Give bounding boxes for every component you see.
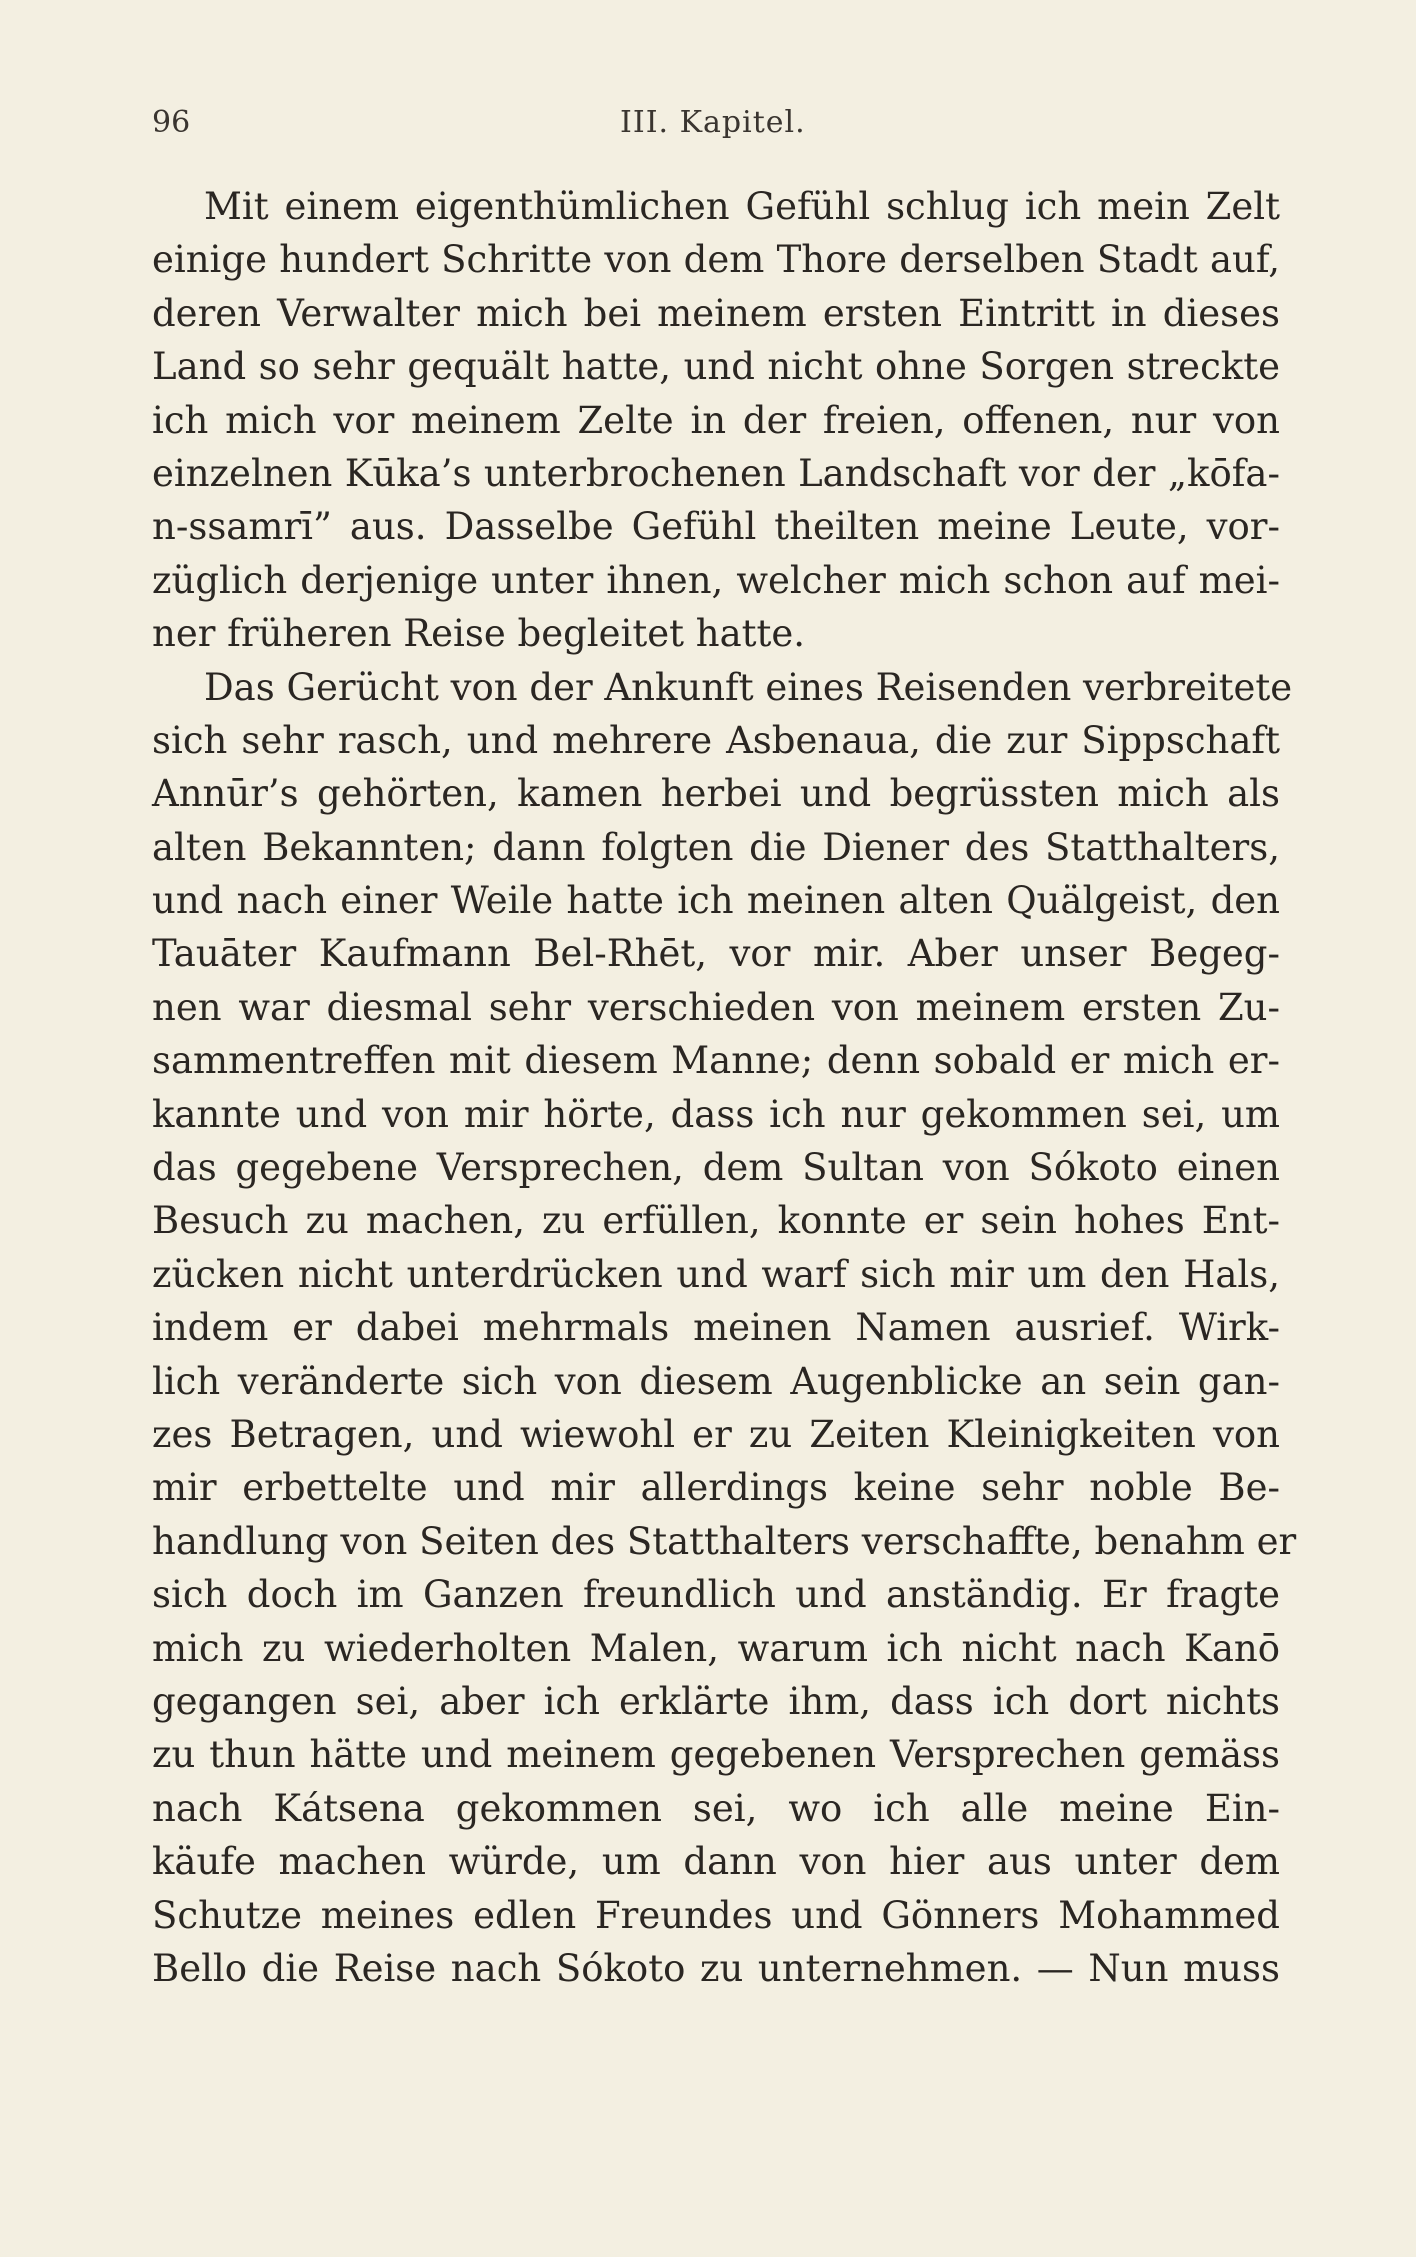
text-line: nen war diesmal sehr verschieden von meinem ersten Zu- [152, 985, 1280, 1029]
text-line: Annūr’s gehörten, kamen herbei und begrüssten mich als [152, 772, 1280, 816]
text-line: käufe machen würde, um dann von hier aus unter dem [152, 1840, 1280, 1884]
body-text [152, 180, 1297, 1995]
text-line: Mit einem eigenthümlichen Gefühl schlug ich mein Zelt [204, 185, 1280, 228]
text-line: lich veränderte sich von diesem Augenblicke an sein gan- [152, 1359, 1280, 1403]
text-line: zu thun hätte und meinem gegebenen Versprechen gemäss [152, 1733, 1280, 1777]
text-line: einige hundert Schritte von dem Thore derselben Stadt auf, [152, 238, 1280, 282]
text-line: deren Verwalter mich bei meinem ersten Eintritt in dieses [152, 291, 1280, 335]
page-number: 96 [152, 105, 191, 140]
text-line: nach Kátsena gekommen sei, wo ich alle meine Ein- [152, 1786, 1280, 1830]
text-line: zes Betragen, und wiewohl er zu Zeiten Kleinigkeiten von [152, 1412, 1280, 1456]
text-line: sich doch im Ganzen freundlich und anständig. Er fragte [152, 1573, 1280, 1617]
text-line: ich mich vor meinem Zelte in der freien, offenen, nur von [152, 398, 1280, 442]
text-line: ner früheren Reise begleitet hatte. [152, 612, 806, 656]
text-line: mir erbettelte und mir allerdings keine sehr noble Be- [152, 1466, 1280, 1510]
text-line: n-ssamrī” aus. Dasselbe Gefühl theilten meine Leute, vor- [152, 505, 1280, 549]
text-line: sich sehr rasch, und mehrere Asbenaua, die zur Sippschaft [152, 718, 1280, 762]
text-line: Bello die Reise nach Sókoto zu unternehmen. — Nun muss [152, 1946, 1280, 1990]
text-line: zücken nicht unterdrücken und warf sich mir um den Hals, [152, 1252, 1280, 1296]
page-header [152, 105, 1280, 145]
running-head: III. Kapitel. [620, 105, 806, 140]
text-line: Besuch zu machen, zu erfüllen, konnte er sein hohes Ent- [152, 1199, 1280, 1243]
text-line: einzelnen Kūka’s unterbrochenen Landschaft vor der „kōfa- [152, 451, 1280, 495]
text-line: handlung von Seiten des Statthalters verschaffte, benahm er [152, 1519, 1297, 1563]
text-line: sammentreffen mit diesem Manne; denn sobald er mich er- [152, 1039, 1280, 1083]
text-line: indem er dabei mehrmals meinen Namen ausrief. Wirk- [152, 1306, 1280, 1350]
text-line: Land so sehr gequält hatte, und nicht ohne Sorgen streckte [152, 345, 1280, 389]
text-line: gegangen sei, aber ich erklärte ihm, dass ich dort nichts [152, 1679, 1280, 1723]
text-line: Das Gerücht von der Ankunft eines Reisenden verbreitete [204, 665, 1293, 709]
text-line: das gegebene Versprechen, dem Sultan von Sókoto einen [152, 1146, 1280, 1190]
text-line: Schutze meines edlen Freundes und Gönners Mohammed [152, 1893, 1280, 1937]
text-line: kannte und von mir hörte, dass ich nur gekommen sei, um [152, 1092, 1280, 1136]
text-line: mich zu wiederholten Malen, warum ich nicht nach Kanō [152, 1626, 1280, 1670]
text-line: züglich derjenige unter ihnen, welcher mich schon auf mei- [152, 558, 1280, 602]
text-line: Tauāter Kaufmann Bel-Rhēt, vor mir. Aber unser Begeg- [152, 932, 1280, 976]
text-line: und nach einer Weile hatte ich meinen alten Quälgeist, den [152, 879, 1280, 923]
text-line: alten Bekannten; dann folgten die Diener des Statthalters, [152, 825, 1280, 869]
